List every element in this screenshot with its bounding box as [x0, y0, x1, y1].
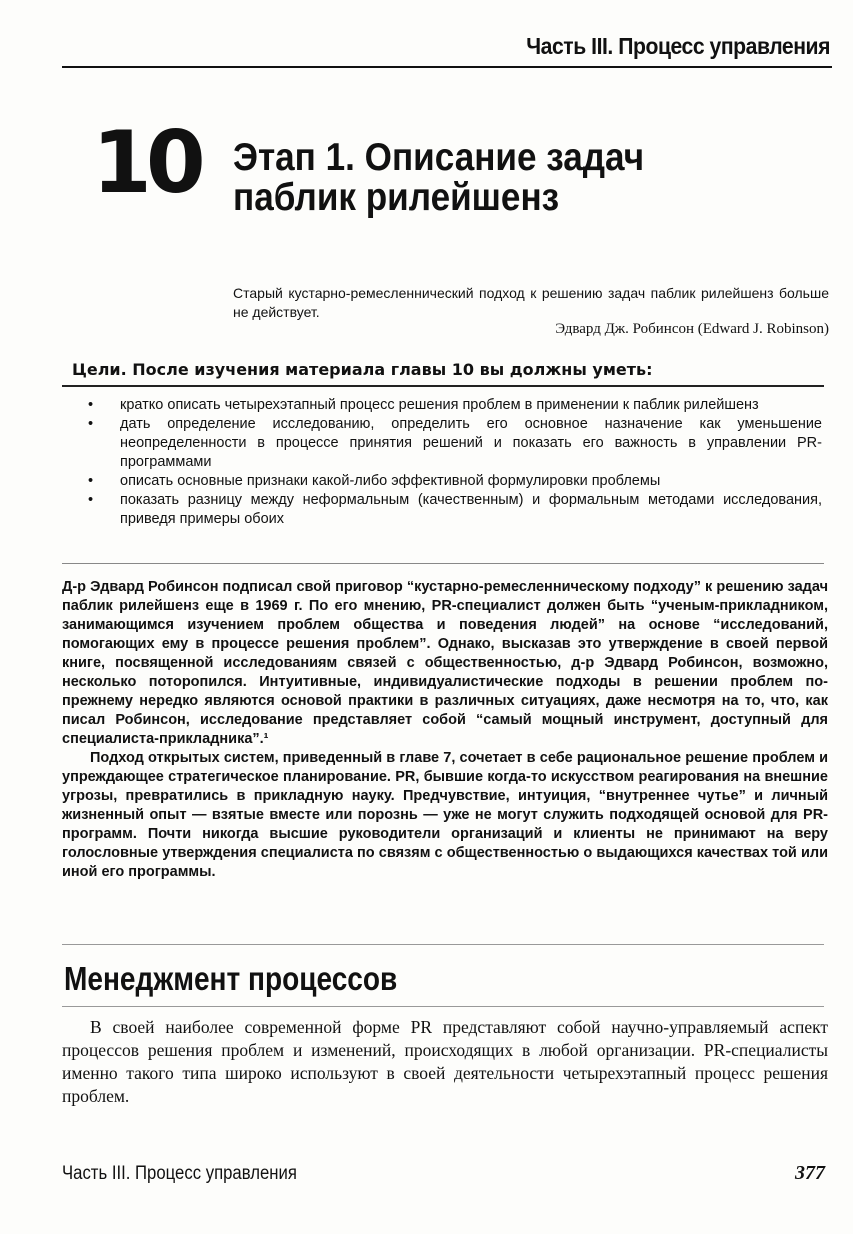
intro-text: [62, 578, 828, 882]
running-header: Часть III. Процесс управления: [526, 33, 830, 59]
goal-text: описать основные признаки какой-либо эффективной формулировки проблемы: [120, 473, 661, 489]
goal-text: показать разницу между неформальным (качественным) и формальным методами исследования, приведя примеры обоих: [120, 492, 822, 527]
bullet-icon: •: [88, 416, 94, 432]
epigraph-quote: Старый кустарно-ремесленнический подход к решению задач паблик рилейшенз больше не действует.: [233, 285, 829, 320]
section-title: Менеджмент процессов: [64, 960, 398, 997]
goal-text: кратко описать четырехэтапный процесс решения проблем в применении к паблик рилейшенз: [120, 397, 759, 413]
epigraph-author: Эдвард Дж. Робинсон (Edward J. Robinson): [555, 321, 829, 337]
footer-part-title: Часть III. Процесс управления: [62, 1163, 297, 1184]
intro-paragraph: Подход открытых систем, приведенный в главе 7, сочетает в себе рациональное решение проблем и упреждающее стратегическое планирование. PR, бывшие когда-то искусством реагирования на внешние угрозы, превратились в прикладную науку. Предчувствие, интуиция, “внутреннее чутье” и личный жизненный опыт — взятые вместе или порознь — уже не могут служить подходящей основой для PR-программ. Почти никогда высшие руководители организаций и клиенты не принимают на веру голословные утверждения специалиста по связям с общественностью о выдающихся качествах той или иной его программы.: [62, 750, 828, 880]
goals-bottom-rule: [62, 563, 824, 564]
chapter-title: Этап 1. Описание задач паблик рилейшенз: [233, 136, 645, 219]
goal-item: [88, 472, 822, 491]
header-rule: [62, 66, 832, 68]
goals-rule: [62, 385, 824, 387]
intro-paragraph: Д-р Эдвард Робинсон подписал свой приговор “кустарно-ремесленническому подходу” к решению задач паблик рилейшенз еще в 1969 г. По его мнению, PR-специалист должен быть “ученым-прикладником, занимающимся изучением проблем общества и поведения людей” на основе “исследований, помогающих ему в процессе решения проблем”. Однако, высказав это утверждение в своей первой книге, посвященной исследованиям связей с общественностью, д-р Эдвард Робинсон, возможно, несколько поторопился. Интуитивные, индивидуалистические подходы в решении проблем по-прежнему нередко являются основой практики в различных ситуациях, даже несмотря на то, что, как писал Робинсон, исследование представляет собой “самый мощный инструмент, доступный для специалиста-прикладника”.¹: [62, 579, 828, 747]
section-rule-top: [62, 944, 824, 945]
goals-list: [88, 396, 822, 529]
page-number: 377: [795, 1162, 825, 1184]
goal-item: [88, 396, 822, 415]
bullet-icon: •: [88, 397, 94, 413]
section-rule-bottom: [62, 1006, 824, 1007]
goals-heading: Цели. После изучения материала главы 10 вы должны уметь:: [72, 360, 653, 379]
goal-item: [88, 491, 822, 529]
section-body: [62, 1016, 828, 1108]
bullet-icon: •: [88, 492, 94, 508]
bullet-icon: •: [88, 473, 94, 489]
section-paragraph: В своей наиболее современной форме PR представляют собой научно-управляемый аспект процессов решения проблем и изменений, происходящих в любой организации. PR-специалисты именно такого типа широко используют в своей деятельности четырехэтапный процесс решения проблем.: [62, 1017, 828, 1106]
goal-text: дать определение исследованию, определить его основное назначение как уменьшение неопределенности в процессе принятия решений и показать его важность в управлении PR-программами: [120, 416, 822, 470]
chapter-number: 10: [92, 113, 200, 213]
goal-item: [88, 415, 822, 472]
